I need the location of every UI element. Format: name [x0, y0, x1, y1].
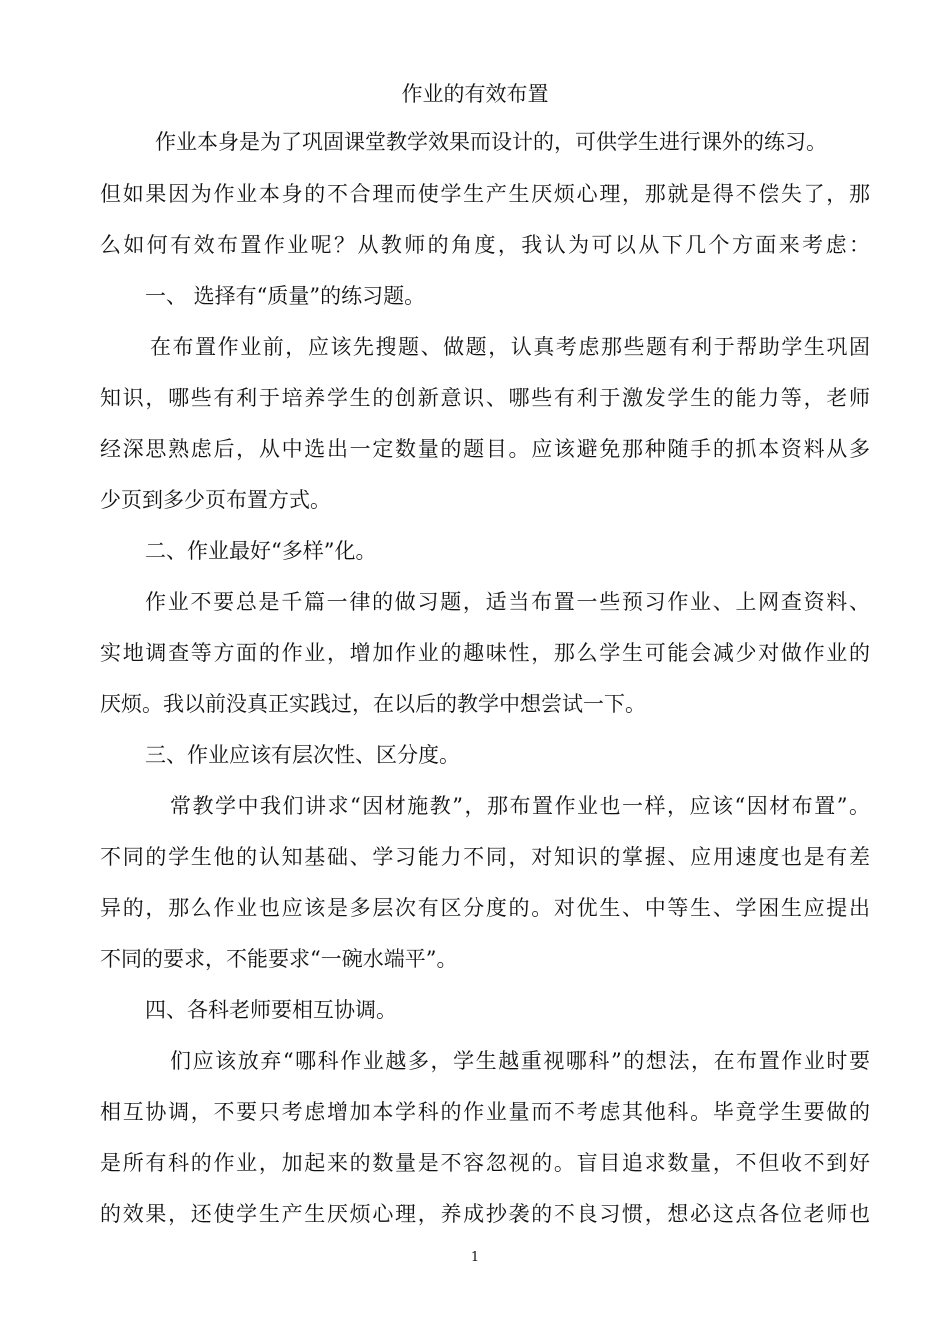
paragraph-line: 相互协调，不要只考虑增加本学科的作业量而不考虑其他科。毕竟学生要做的 [100, 1100, 870, 1124]
paragraph-line: 作业本身是为了巩固课堂教学效果而设计的，可供学生进行课外的练习。 [155, 130, 827, 154]
paragraph-line: 在布置作业前，应该先搜题、做题，认真考虑那些题有利于帮助学生巩固 [150, 335, 870, 359]
section-heading: 二、作业最好“多样”化。 [145, 539, 377, 563]
page-number: 1 [470, 1250, 480, 1265]
paragraph-line: 知识，哪些有利于培养学生的创新意识、哪些有利于激发学生的能力等，老师 [100, 386, 870, 410]
paragraph-line: 是所有科的作业，加起来的数量是不容忽视的。盲目追求数量，不但收不到好 [100, 1151, 870, 1175]
paragraph-line: 少页到多少页布置方式。 [100, 488, 331, 512]
section-heading: 一、 选择有“质量”的练习题。 [145, 284, 426, 308]
paragraph-line: 异的，那么作业也应该是多层次有区分度的。对优生、中等生、学困生应提出 [100, 896, 870, 920]
paragraph-line: 的效果，还使学生产生厌烦心理，养成抄袭的不良习惯，想必这点各位老师也 [100, 1202, 870, 1226]
paragraph-line: 们应该放弃“哪科作业越多，学生越重视哪科”的想法，在布置作业时要 [170, 1049, 870, 1073]
section-heading: 四、各科老师要相互协调。 [145, 998, 397, 1022]
document-title: 作业的有效布置 [401, 82, 549, 106]
paragraph-line: 经深思熟虑后，从中选出一定数量的题目。应该避免那种随手的抓本资料从多 [100, 437, 870, 461]
paragraph-line: 但如果因为作业本身的不合理而使学生产生厌烦心理，那就是得不偿失了，那 [100, 182, 870, 206]
paragraph-line: 常教学中我们讲求“因材施教”，那布置作业也一样，应该“因材布置”。 [170, 794, 870, 818]
paragraph-line: 不同的学生他的认知基础、学习能力不同，对知识的掌握、应用速度也是有差 [100, 845, 870, 869]
paragraph-line: 么如何有效布置作业呢？从教师的角度，我认为可以从下几个方面来考虑： [100, 233, 870, 257]
paragraph-line: 作业不要总是千篇一律的做习题，适当布置一些预习作业、上网查资料、 [145, 590, 870, 614]
paragraph-line: 厌烦。我以前没真正实践过，在以后的教学中想尝试一下。 [100, 692, 646, 716]
section-heading: 三、作业应该有层次性、区分度。 [145, 743, 460, 767]
paragraph-line: 不同的要求，不能要求“一碗水端平”。 [100, 947, 458, 971]
paragraph-line: 实地调查等方面的作业，增加作业的趣味性，那么学生可能会减少对做作业的 [100, 641, 870, 665]
